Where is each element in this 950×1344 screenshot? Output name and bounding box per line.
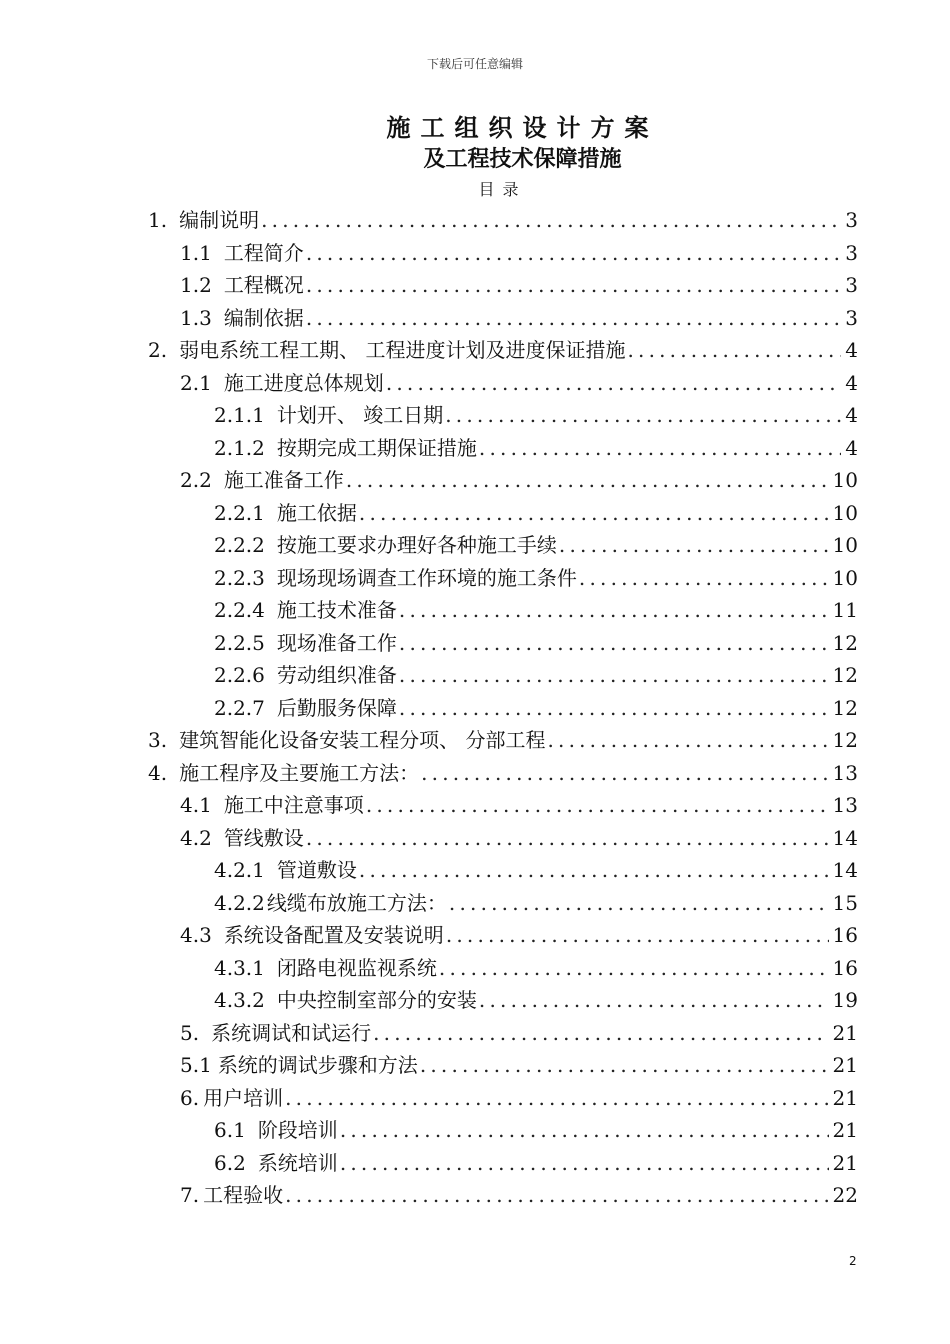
toc-entry-page: 12: [832, 663, 858, 687]
toc-entry[interactable]: [180, 919, 858, 951]
toc-leader-dots: [399, 594, 829, 626]
toc-leader-dots: [446, 919, 829, 951]
toc-entry-number: 7.: [180, 1183, 200, 1207]
toc-entry-number: 6.1: [214, 1118, 246, 1142]
toc-entry-title: 编制依据: [223, 305, 304, 330]
toc-entry-page: 21: [832, 1020, 858, 1045]
toc-entry[interactable]: [180, 302, 858, 334]
toc-entry-page: 4: [845, 435, 858, 460]
toc-entry-number: 6.: [180, 1085, 200, 1110]
toc-entry[interactable]: [214, 692, 858, 724]
toc-entry-page: 14: [832, 825, 858, 850]
toc-leader-dots: [399, 692, 829, 724]
toc-entry[interactable]: [214, 562, 858, 594]
toc-leader-dots: [306, 822, 829, 854]
toc-entry-title: 施工程序及主要施工方法：: [179, 760, 420, 785]
toc-entry-page: 3: [845, 240, 858, 265]
toc-entry-page: 12: [832, 695, 858, 720]
toc-entry-title: 阶段培训: [257, 1118, 338, 1142]
toc-entry-number: 4.3.2: [214, 988, 265, 1012]
toc-entry-title: 施工进度总体规划: [223, 370, 384, 395]
toc-entry[interactable]: [180, 1049, 858, 1081]
toc-entry-number: 2.2.7: [214, 695, 265, 720]
toc-entry-title: 按期完成工期保证措施: [276, 435, 477, 460]
toc-entry-page: 3: [845, 273, 858, 297]
toc-entry[interactable]: [148, 204, 858, 236]
toc-leader-dots: [306, 237, 841, 269]
toc-entry[interactable]: [214, 952, 858, 984]
toc-entry[interactable]: [180, 1017, 858, 1049]
toc-entry-title: 闭路电视监视系统: [276, 955, 437, 980]
toc-entry-title: 系统培训: [257, 1150, 338, 1175]
toc-entry-number: 1.: [148, 208, 168, 232]
toc-entry[interactable]: [214, 854, 858, 886]
toc-entry-page: 16: [832, 955, 858, 980]
document-title: 施工组织设计方案: [386, 114, 659, 142]
toc-entry-page: 13: [832, 793, 858, 817]
toc-entry-number: 2.2.2: [214, 533, 265, 557]
toc-entry-title: 系统调试和试运行: [211, 1020, 372, 1045]
toc-entry-page: 14: [832, 858, 858, 882]
toc-entry-title: 用户培训: [203, 1085, 284, 1110]
toc-entry-page: 12: [832, 728, 858, 752]
toc-leader-dots: [399, 659, 829, 691]
toc-entry-title: 工程简介: [223, 240, 304, 265]
toc-leader-dots: [579, 562, 829, 594]
toc-entry-title: 中央控制室部分的安装: [276, 988, 477, 1012]
toc-leader-dots: [479, 984, 829, 1016]
toc-entry[interactable]: [214, 1114, 858, 1146]
toc-entry-number: 2.: [148, 338, 168, 362]
toc-entry-number: 2.1.2: [214, 435, 265, 460]
toc-entry-number: 4.3: [180, 923, 212, 947]
toc-entry-number: 1.3: [180, 305, 212, 330]
toc-entry[interactable]: [214, 984, 858, 1016]
toc-entry-page: 13: [832, 760, 858, 785]
toc-entry-page: 21: [832, 1150, 858, 1175]
toc-entry[interactable]: [180, 367, 858, 399]
toc-entry-number: 1.1: [180, 240, 212, 265]
toc-entry-number: 2.2.1: [214, 500, 265, 525]
toc-entry-page: 11: [832, 598, 858, 622]
toc-entry-title: 工程概况: [223, 273, 304, 297]
toc-entry[interactable]: [214, 627, 858, 659]
toc-entry-number: 4.2.2: [214, 890, 265, 915]
toc-entry-page: 10: [832, 533, 858, 557]
toc-entry[interactable]: [180, 269, 858, 301]
toc-entry-number: 4.: [148, 760, 168, 785]
toc-entry[interactable]: [148, 724, 858, 756]
toc-entry[interactable]: [214, 497, 858, 529]
toc-entry-title: 施工准备工作: [223, 468, 344, 492]
toc-entry[interactable]: [214, 1147, 858, 1179]
toc-entry-page: 4: [845, 370, 858, 395]
toc-entry-title: 管道敷设: [276, 858, 357, 882]
toc-entry-number: 5.: [180, 1020, 200, 1045]
toc-entry-title: 线缆布放施工方法：: [266, 890, 447, 915]
page-header: 下载后可任意编辑: [426, 57, 523, 71]
toc-entry-title: 劳动组织准备: [276, 663, 397, 687]
toc-leader-dots: [479, 432, 841, 464]
toc-entry-number: 2.2: [180, 468, 212, 492]
toc-entry-number: 2.2.6: [214, 663, 265, 687]
toc-entry-number: 4.3.1: [214, 955, 265, 980]
toc-leader-dots: [449, 887, 829, 919]
toc-entry-number: 2.2.4: [214, 598, 265, 622]
toc-entry-title: 建筑智能化设备安装工程分项、 分部工程: [179, 728, 546, 752]
toc-entry-title: 弱电系统工程工期、 工程进度计划及进度保证措施: [179, 338, 626, 362]
toc-leader-dots: [386, 367, 841, 399]
toc-entry[interactable]: [180, 822, 858, 854]
toc-leader-dots: [306, 302, 841, 334]
toc-leader-dots: [359, 497, 829, 529]
toc-entry-page: 19: [832, 988, 858, 1012]
toc-entry[interactable]: [214, 887, 858, 919]
toc-entry-page: 10: [832, 500, 858, 525]
toc-entry-page: 12: [832, 630, 858, 655]
toc-entry-page: 22: [832, 1183, 858, 1207]
toc-entry-number: 2.2.3: [214, 565, 265, 590]
toc-leader-dots: [340, 1114, 829, 1146]
toc-leader-dots: [285, 1179, 828, 1211]
toc-entry[interactable]: [214, 594, 858, 626]
toc-leader-dots: [346, 464, 829, 496]
toc-entry-number: 4.2.1: [214, 858, 265, 882]
toc-entry-title: 现场准备工作: [276, 630, 397, 655]
toc-entry-page: 16: [832, 923, 858, 947]
toc-entry-page: 10: [832, 468, 858, 492]
toc-leader-dots: [445, 399, 841, 431]
toc-entry-page: 21: [832, 1085, 858, 1110]
toc-leader-dots: [261, 204, 841, 236]
toc-entry-page: 15: [832, 890, 858, 915]
toc-entry-number: 4.2: [180, 825, 212, 850]
toc-leader-dots: [547, 724, 828, 756]
toc-entry-number: 4.1: [180, 793, 212, 817]
toc-entry-number: 2.1: [180, 370, 212, 395]
toc-entry-page: 3: [845, 208, 858, 232]
toc-entry-title: 按施工要求办理好各种施工手续: [276, 533, 557, 557]
toc-entry-title: 施工技术准备: [276, 598, 397, 622]
toc-entry-page: 3: [845, 305, 858, 330]
toc-entry-title: 系统的调试步骤和方法: [217, 1053, 418, 1077]
toc-entry[interactable]: [148, 757, 858, 789]
toc-entry[interactable]: [180, 1082, 858, 1114]
toc-leader-dots: [373, 1017, 828, 1049]
toc-leader-dots: [306, 269, 841, 301]
toc-entry-title: 后勤服务保障: [276, 695, 397, 720]
toc-entry-number: 6.2: [214, 1150, 246, 1175]
toc-entry-title: 计划开、 竣工日期: [276, 403, 444, 427]
toc-leader-dots: [285, 1082, 828, 1114]
toc-entry[interactable]: [180, 464, 858, 496]
toc-entry[interactable]: [214, 659, 858, 691]
toc-entry[interactable]: [148, 334, 858, 366]
toc-entry-title: 工程验收: [203, 1183, 284, 1207]
toc-leader-dots: [359, 854, 829, 886]
toc-entry-title: 系统设备配置及安装说明: [223, 923, 444, 947]
toc-leader-dots: [366, 789, 829, 821]
toc-entry[interactable]: [214, 399, 858, 431]
toc-leader-dots: [627, 334, 841, 366]
toc-entry[interactable]: [180, 1179, 858, 1211]
toc-entry-title: 现场现场调查工作环境的施工条件: [276, 565, 577, 590]
toc-entry-page: 21: [832, 1053, 858, 1077]
toc-entry-page: 21: [832, 1118, 858, 1142]
toc-entry-page: 10: [832, 565, 858, 590]
toc-leader-dots: [559, 529, 829, 561]
toc-heading: 目录: [478, 180, 527, 199]
page-number: 2: [849, 1254, 857, 1268]
toc-entry-page: 4: [845, 338, 858, 362]
toc-entry[interactable]: [180, 789, 858, 821]
toc-entry-page: 4: [845, 403, 858, 427]
toc-entry-title: 施工依据: [276, 500, 357, 525]
toc-entry-number: 2.1.1: [214, 403, 265, 427]
toc-entry-number: 1.2: [180, 273, 212, 297]
toc-leader-dots: [340, 1147, 829, 1179]
toc-entry[interactable]: [180, 237, 858, 269]
toc-entry[interactable]: [214, 529, 858, 561]
toc-leader-dots: [439, 952, 829, 984]
toc-leader-dots: [421, 757, 828, 789]
toc-entry-title: 施工中注意事项: [223, 793, 364, 817]
toc-entry-number: 3.: [148, 728, 168, 752]
toc-entry-title: 管线敷设: [223, 825, 304, 850]
toc-entry-number: 2.2.5: [214, 630, 265, 655]
toc-entry-number: 5.1: [180, 1053, 212, 1077]
toc-leader-dots: [420, 1049, 829, 1081]
document-subtitle: 及工程技术保障措施: [423, 147, 622, 172]
toc-leader-dots: [399, 627, 829, 659]
toc-entry-title: 编制说明: [179, 208, 260, 232]
toc-entry[interactable]: [214, 432, 858, 464]
